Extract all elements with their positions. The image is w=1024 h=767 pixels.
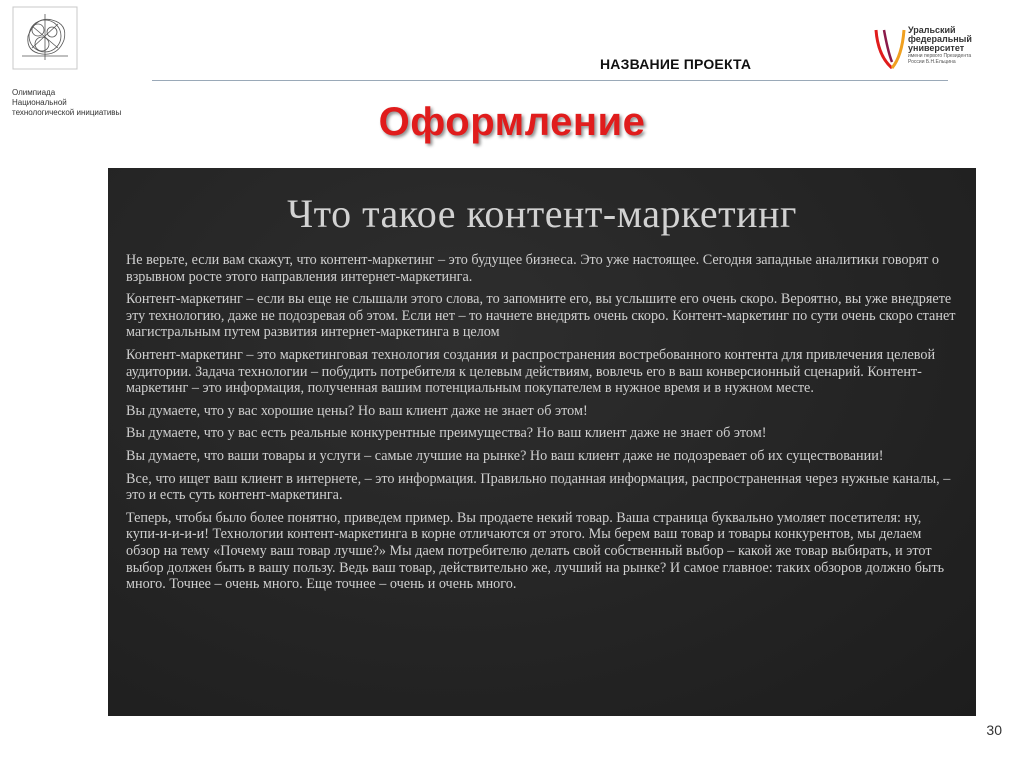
slide-paragraph: Вы думаете, что у вас есть реальные конкурентные преимущества? Но ваш клиент даже не знает об этом! (126, 425, 767, 442)
slide-paragraphs (126, 252, 958, 593)
slide-paragraph: Контент-маркетинг – если вы еще не слышали этого слова, то запомните его, вы услышите его очень скоро. Вероятно, вы уже внедряете эту технологию, даже не подозревая об этом. Если нет – то начнете внедрять очень скоро. Контент-маркетинг по сути очень скоро станет магистральным путем развития интернет-маркетинга в целом (126, 291, 956, 341)
university-line: федеральный (908, 34, 972, 44)
slide-paragraph: Вы думаете, что у вас хорошие цены? Но ваш клиент даже не знает об этом! (126, 402, 588, 419)
university-line: университет (908, 43, 965, 53)
slide-paragraph: Вы думаете, что ваши товары и услуги – самые лучшие на рынке? Но ваш клиент даже не подозревает об их существовании! (126, 447, 884, 464)
slide-image (108, 168, 976, 716)
olympiad-line: Олимпиада (12, 88, 56, 97)
slide-paragraph: Все, что ищет ваш клиент в интернете, – это информация. Правильно поданная информация, распространенная через нужные каналы, – это и есть суть контент-маркетинга. (126, 470, 951, 504)
section-title: Оформление (378, 100, 646, 144)
project-name: НАЗВАНИЕ ПРОЕКТА (600, 56, 752, 72)
urfu-logo-icon (872, 26, 908, 72)
slide-title: Что такое контент-маркетинг (287, 191, 797, 236)
university-line: Уральский (908, 25, 956, 35)
university-subline: имени первого Президента (908, 53, 972, 59)
university-caption (908, 26, 988, 65)
slide-paragraph: Не верьте, если вам скажут, что контент-маркетинг – это будущее бизнеса. Это уже настоящее. Сегодня западные аналитики говорят о взрывном росте этого направления интернет-маркетинга. (126, 252, 940, 285)
slide-paragraph: Контент-маркетинг – это маркетинговая технология создания и распространения востребованного контента для привлечения целевой аудитории. Задача технологии – побудить потребителя к целевым действиям, вовлечь его в ваш конверсионный сценарий. Контент-маркетинг – это информация, полученная вашим потенциальным покупателем в нужное время и в нужном месте. (126, 346, 936, 397)
olympiad-logo-icon (12, 6, 78, 70)
olympiad-line: технологической инициативы (12, 108, 122, 117)
page-number: 30 (986, 722, 1002, 738)
header-divider (152, 80, 948, 81)
slide-paragraph: Теперь, чтобы было более понятно, приведем пример. Вы продаете некий товар. Ваша страница буквально умоляет посетителя: ну, купи-и-и-и-и! Технологии контент-маркетинга в корне отличаются от этого. Мы берем ваш товар и товары конкурентов, мы делаем обзор на тему «Почему ваш товар лучше?» Мы даем потребителю делать свой собственный выбор – какой же товар выбирать, и этот выбор должен быть в вашу пользу. Ведь ваш товар, действительно же, лучший на рынке? И самое главное: таких обзоров должно быть много. Точнее – очень много. Еще точнее – очень и очень много. (126, 509, 945, 593)
olympiad-line: Национальной (12, 98, 67, 107)
university-subline: России Б.Н.Ельцина (908, 59, 956, 65)
